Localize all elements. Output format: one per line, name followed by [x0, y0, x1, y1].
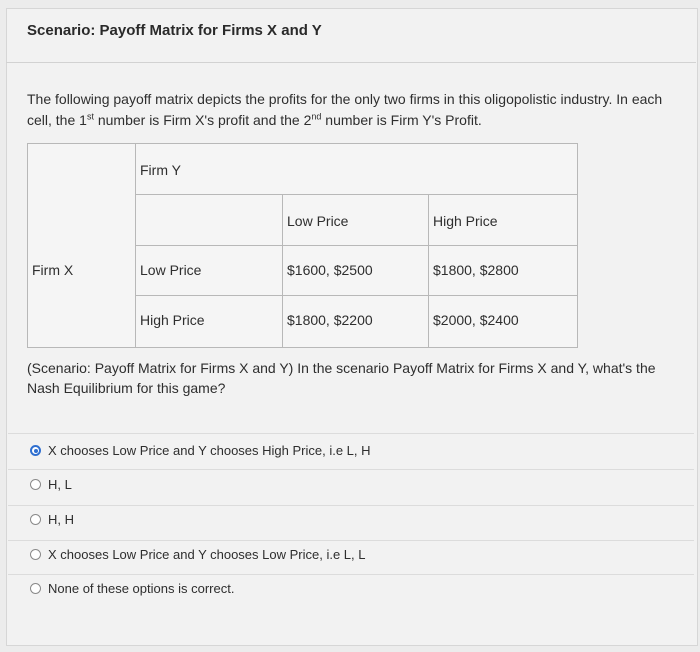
- title-divider: [6, 62, 696, 63]
- radio-icon[interactable]: [30, 583, 41, 594]
- firm-y-label: Firm Y: [140, 162, 181, 178]
- option-none[interactable]: [30, 581, 234, 596]
- option-divider: [8, 540, 694, 541]
- col-header-high: High Price: [428, 194, 578, 246]
- radio-icon[interactable]: [30, 514, 41, 525]
- option-label: X chooses Low Price and Y chooses Low Price, i.e L, L: [48, 547, 366, 562]
- payoff-cell-high-low: $1800, $2200: [282, 295, 429, 348]
- scenario-intro: The following payoff matrix depicts the profits for the only two firms in this oligopolistic industry. In each cell, the 1st number is Firm X's profit and the 2nd number is Firm Y's Profit.: [27, 91, 663, 128]
- option-l-h[interactable]: [30, 443, 371, 458]
- payoff-cell-high-high: $2000, $2400: [428, 295, 578, 348]
- option-divider: [8, 469, 694, 470]
- option-divider: [8, 505, 694, 506]
- option-divider: [8, 433, 694, 434]
- row-header-high: High Price: [135, 295, 283, 348]
- firm-x-column: [27, 143, 136, 348]
- radio-icon[interactable]: [30, 479, 41, 490]
- option-h-l[interactable]: [30, 477, 72, 492]
- firm-y-header: [135, 143, 578, 195]
- payoff-cell-low-low: $1600, $2500: [282, 245, 429, 296]
- firm-x-label: Firm X: [32, 262, 74, 278]
- payoff-cell-low-high: $1800, $2800: [428, 245, 578, 296]
- option-label: None of these options is correct.: [48, 581, 235, 596]
- radio-icon[interactable]: [30, 549, 41, 560]
- option-divider: [8, 574, 694, 575]
- option-label: X chooses Low Price and Y chooses High Price, i.e L, H: [48, 443, 371, 458]
- question-text: (Scenario: Payoff Matrix for Firms X and Y) In the scenario Payoff Matrix for Firms X and Y, what's the Nash Equilibrium for this game?: [27, 360, 656, 396]
- scenario-title: Scenario: Payoff Matrix for Firms X and Y: [27, 22, 322, 39]
- radio-selected-icon[interactable]: [30, 445, 41, 456]
- row-header-low: Low Price: [135, 245, 283, 296]
- option-h-h[interactable]: [30, 512, 74, 527]
- option-l-l[interactable]: [30, 547, 365, 562]
- option-label: H, H: [48, 512, 74, 527]
- option-label: H, L: [48, 477, 72, 492]
- col-header-low: Low Price: [282, 194, 429, 246]
- empty-corner-cell: [135, 194, 283, 246]
